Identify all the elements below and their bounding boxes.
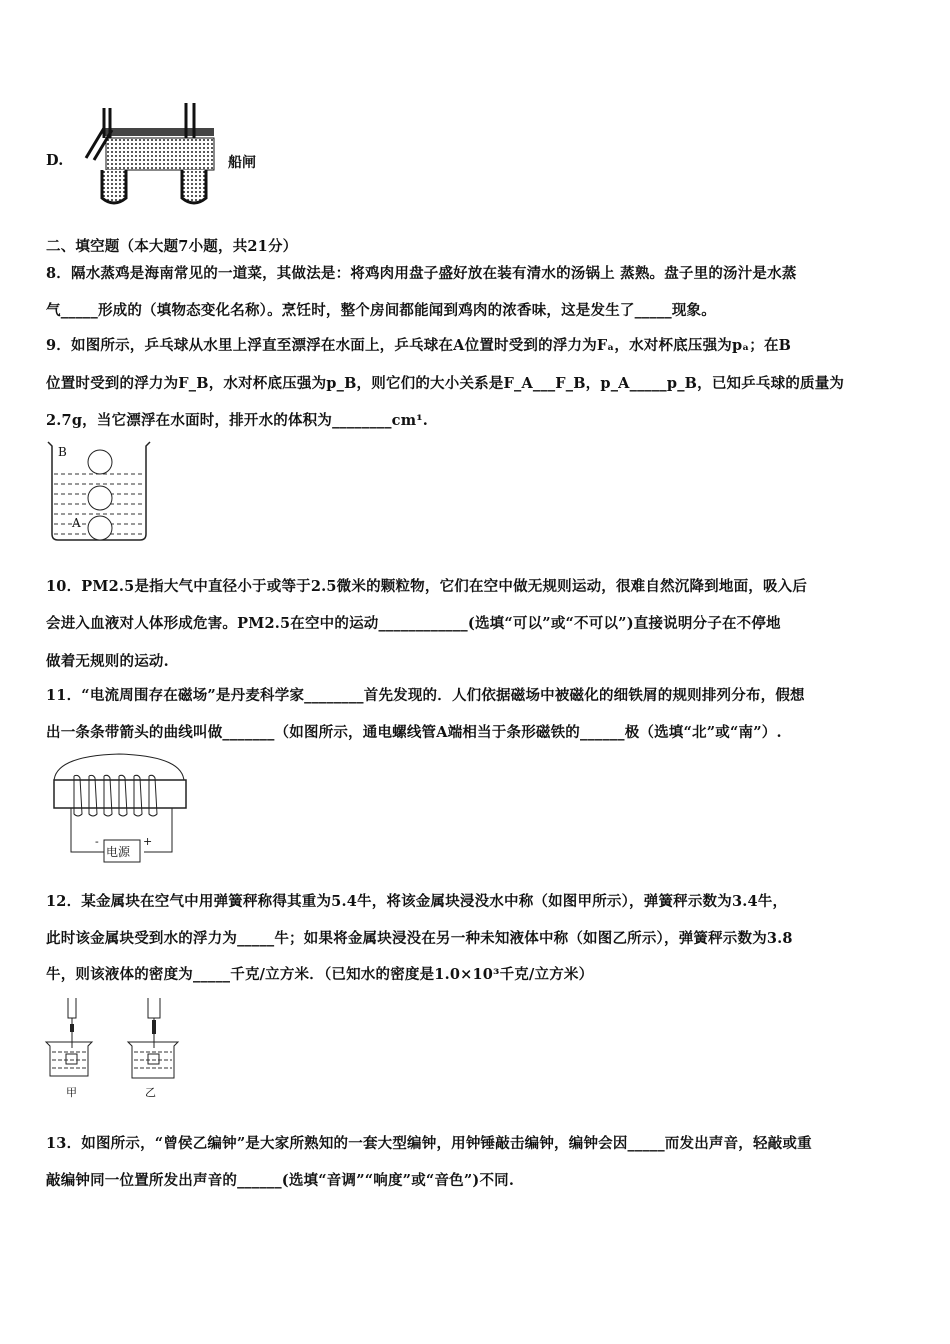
ship-lock-figure xyxy=(74,98,224,213)
section-title: 二、填空题（本大题7小题，共21分） xyxy=(46,238,298,255)
ship-lock-caption: 船闸 xyxy=(228,155,256,171)
q9-line-2: 位置时受到的浮力为F_B，水对杯底压强为p_B，则它们的大小关系是F_A___F_B，p_A_____p_B，已知乒乓球的质量为 xyxy=(46,375,845,392)
q10-line-1: 10．PM2.5是指大气中直径小于或等于2.5微米的颗粒物，它们在空中做无规则运动，很难自然沉降到地面，吸入后 xyxy=(46,578,808,595)
q8-line-2: 气_____形成的（填物态变化名称）。烹饪时，整个房间都能闻到鸡肉的浓香味，这是发生了_____现象。 xyxy=(46,302,716,319)
q10-line-2: 会进入血液对人体形成危害。PM2.5在空中的运动____________(选填“可以”或“不可以”)直接说明分子在不停地 xyxy=(46,615,781,632)
q12-line-3: 牛，则该液体的密度为_____千克/立方米．（已知水的密度是1.0×10³千克/立方米） xyxy=(46,966,594,983)
figure-jia-label: 甲 xyxy=(66,1086,77,1099)
q9-line-3: 2.7g，当它漂浮在水面时，排开水的体积为________cm¹. xyxy=(46,412,429,429)
minus-terminal: - xyxy=(95,835,99,848)
q9-line-1: 9．如图所示，乒乓球从水里上浮直至漂浮在水面上，乒乓球在A位置时受到的浮力为Fₐ，水对杯底压强为pₐ；在B xyxy=(46,337,792,354)
q8-line-1: 8．隔水蒸鸡是海南常见的一道菜，其做法是：将鸡肉用盘子盛好放在装有清水的汤锅上 蒸熟。盘子里的汤汁是水蒸 xyxy=(46,265,797,282)
q10-line-3: 做着无规则的运动. xyxy=(46,653,169,670)
q11-line-2: 出一条条带箭头的曲线叫做_______（如图所示，通电螺线管A端相当于条形磁铁的______极（选填“北”或“南”）. xyxy=(46,724,782,741)
q13-line-2: 敲编钟同一位置所发出声音的______(选填“音调”“响度”或“音色”)不同. xyxy=(46,1172,515,1189)
figure-yi-label: 乙 xyxy=(145,1086,156,1099)
option-d-label: D. xyxy=(46,152,64,169)
q12-line-1: 12．某金属块在空气中用弹簧秤称得其重为5.4牛，将该金属块浸没水中称（如图甲所示），弹簧秤示数为3.4牛， xyxy=(46,893,788,910)
q13-line-1: 13．如图所示，“曾侯乙编钟”是大家所熟知的一套大型编钟，用钟锤敲击编钟，编钟会因_____而发出声音，轻敲或重 xyxy=(46,1135,812,1152)
position-b-label: B xyxy=(58,445,67,459)
position-a-label: A xyxy=(72,516,81,530)
q12-line-2: 此时该金属块受到水的浮力为_____牛；如果将金属块浸没在另一种未知液体中称（如图乙所示），弹簧秤示数为3.8 xyxy=(46,930,793,947)
q11-line-1: 11．“电流周围存在磁场”是丹麦科学家________首先发现的．人们依据磁场中被磁化的细铁屑的规则排列分布，假想 xyxy=(46,687,805,704)
plus-terminal: + xyxy=(143,835,153,848)
power-source-label: 电源 xyxy=(106,845,131,859)
spring-scale-figure xyxy=(44,996,194,1082)
